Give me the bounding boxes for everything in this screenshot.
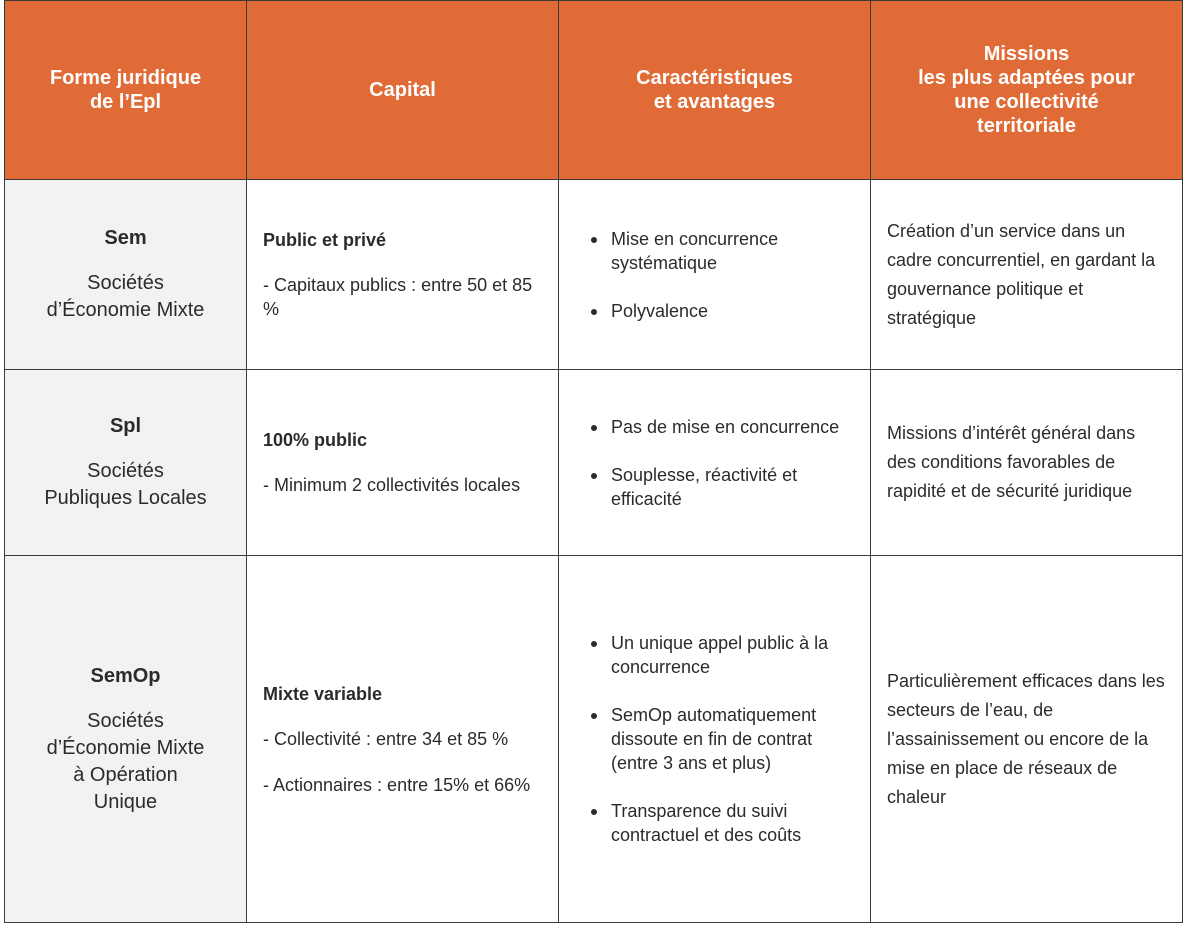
forme-abbreviation: Spl bbox=[109, 415, 142, 437]
bullet-icon bbox=[591, 309, 597, 315]
header-line: Caractéristiques bbox=[636, 67, 793, 89]
table-row-sem bbox=[5, 180, 1183, 370]
missions-cell bbox=[871, 370, 1183, 556]
forme-abbreviation: SemOp bbox=[90, 664, 161, 687]
header-line: Forme juridique bbox=[49, 67, 202, 89]
missions-cell bbox=[871, 556, 1183, 923]
feature-text: Polyvalence bbox=[611, 300, 709, 321]
header-capital bbox=[247, 1, 559, 180]
header-line: de l’Epl bbox=[89, 91, 162, 113]
capital-title: 100% public bbox=[263, 430, 368, 450]
list-item bbox=[589, 631, 854, 679]
feature-text: Transparence du suivi contractuel et des coûts bbox=[611, 801, 802, 845]
feature-text: SemOp automatiquement dissoute en fin de contrat (entre 3 ans et plus) bbox=[611, 705, 817, 773]
bullet-icon bbox=[591, 713, 597, 719]
forme-name-line: Unique bbox=[93, 790, 158, 813]
feature-text: Un unique appel public à la concurrence bbox=[611, 633, 829, 677]
forme-name-line: d’Économie Mixte bbox=[46, 736, 205, 759]
features-list bbox=[589, 415, 854, 511]
capital-item: - Collectivité : entre 34 et 85 % bbox=[263, 728, 509, 749]
missions-text: Création d’un service dans un cadre concurrentiel, en gardant la gouvernance politique et stratégique bbox=[887, 220, 1156, 328]
bullet-icon bbox=[591, 809, 597, 815]
forme-cell bbox=[5, 370, 247, 556]
header-line: Capital bbox=[369, 79, 436, 101]
header-line: les plus adaptées pour bbox=[918, 67, 1135, 89]
table-row-semop bbox=[5, 556, 1183, 923]
capital-cell bbox=[247, 370, 559, 556]
capital-item: - Minimum 2 collectivités locales bbox=[263, 475, 521, 495]
list-item bbox=[589, 703, 854, 775]
list-item bbox=[589, 799, 854, 847]
forme-name-line: d’Économie Mixte bbox=[46, 299, 205, 321]
bullet-icon bbox=[591, 425, 597, 431]
features-cell bbox=[559, 556, 871, 923]
features-list bbox=[589, 227, 854, 323]
missions-text: Particulièrement efficaces dans les secteurs de l’eau, de l’assainissement ou encore de la mise en place de réseaux de chaleur bbox=[887, 670, 1165, 807]
feature-text: Mise en concurrence systématique bbox=[611, 228, 779, 273]
features-cell bbox=[559, 370, 871, 556]
header-line: territoriale bbox=[977, 115, 1076, 137]
bullet-icon bbox=[591, 641, 597, 647]
capital-cell bbox=[247, 180, 559, 370]
forme-abbreviation: Sem bbox=[104, 227, 147, 249]
table-header bbox=[5, 1, 1183, 180]
header-line: une collectivité bbox=[954, 91, 1099, 113]
epl-comparison-table bbox=[4, 0, 1183, 923]
forme-name-line: Sociétés bbox=[87, 709, 164, 732]
forme-name-line: Sociétés bbox=[87, 460, 164, 482]
list-item bbox=[589, 299, 854, 323]
list-item bbox=[589, 463, 854, 511]
features-cell bbox=[559, 180, 871, 370]
header-caracteristiques bbox=[559, 1, 871, 180]
header-line: Missions bbox=[983, 43, 1070, 65]
capital-item: - Capitaux publics : entre 50 et 85 % bbox=[263, 275, 533, 319]
missions-cell bbox=[871, 180, 1183, 370]
forme-name-line: à Opération bbox=[73, 763, 178, 786]
header-forme-juridique bbox=[5, 1, 247, 180]
forme-name-line: Publiques Locales bbox=[44, 487, 207, 509]
capital-cell bbox=[247, 556, 559, 923]
table-row-spl bbox=[5, 370, 1183, 556]
capital-item: - Actionnaires : entre 15% et 66% bbox=[263, 774, 531, 795]
forme-cell bbox=[5, 180, 247, 370]
list-item bbox=[589, 415, 854, 439]
forme-name-line: Sociétés bbox=[87, 272, 164, 294]
capital-title: Mixte variable bbox=[263, 683, 383, 704]
header-line: et avantages bbox=[653, 91, 776, 113]
forme-cell bbox=[5, 556, 247, 923]
table-body bbox=[5, 180, 1183, 923]
header-missions bbox=[871, 1, 1183, 180]
header-row bbox=[5, 1, 1183, 180]
capital-title: Public et privé bbox=[263, 230, 387, 250]
features-list bbox=[589, 631, 854, 847]
feature-text: Pas de mise en concurrence bbox=[611, 416, 840, 437]
missions-text: Missions d’intérêt général dans des conditions favorables de rapidité et de sécurité juridique bbox=[887, 423, 1136, 501]
feature-text: Souplesse, réactivité et efficacité bbox=[611, 464, 798, 509]
bullet-icon bbox=[591, 237, 597, 243]
bullet-icon bbox=[591, 473, 597, 479]
list-item bbox=[589, 227, 854, 275]
